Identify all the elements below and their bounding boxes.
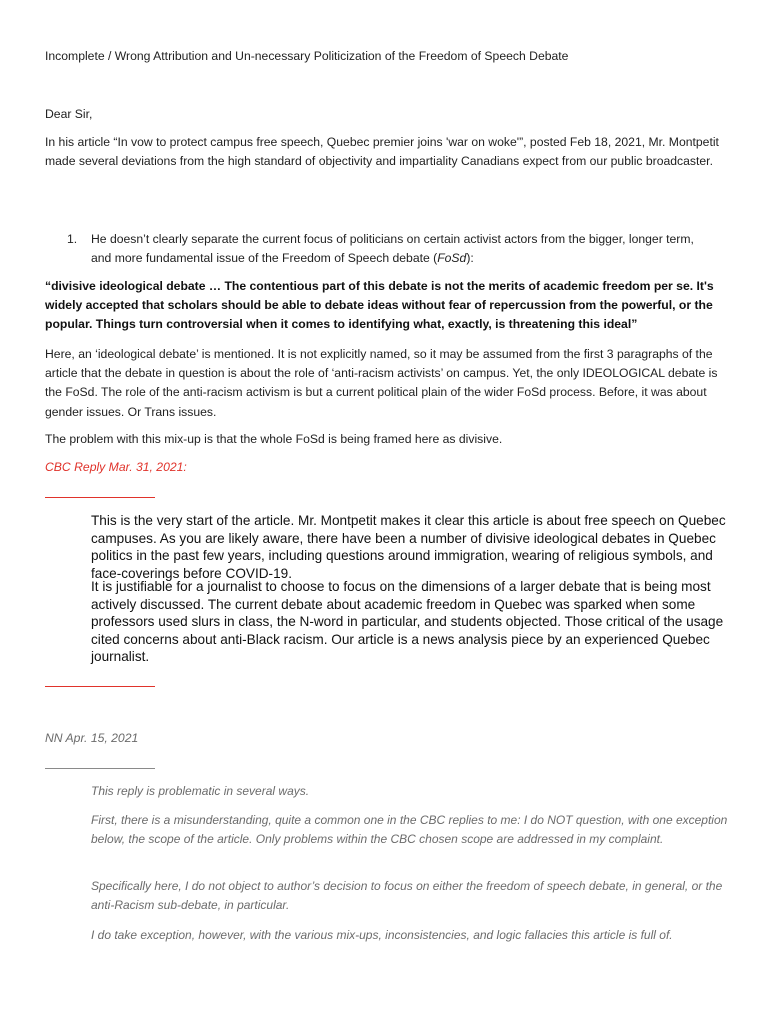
list-item-text-before: He doesn’t clearly separate the current focus of politicians on certain activist actors from the bigger, longer term, and more fundamental issue of the Freedom of Speech debate ( bbox=[91, 232, 694, 265]
salutation: Dear Sir, bbox=[45, 107, 93, 121]
cbc-reply-separator-bottom bbox=[45, 686, 155, 687]
list-item-text bbox=[91, 230, 711, 268]
nn-paragraph-3: Specifically here, I do not object to author’s decision to focus on either the freedom of speech debate, in general, or the anti-Racism sub-debate, in particular. bbox=[91, 879, 723, 912]
document-title: Incomplete / Wrong Attribution and Un-necessary Politicization of the Freedom of Speech Debate bbox=[45, 49, 569, 63]
cbc-reply-separator-top bbox=[45, 497, 155, 498]
nn-paragraph-2: First, there is a misunderstanding, quite a common one in the CBC replies to me: I do NOT question, with one exception below, the scope of the article. Only problems within the CBC chosen scope are addressed in my complaint. bbox=[91, 813, 728, 846]
nn-separator bbox=[45, 768, 155, 769]
paragraph-here: Here, an ‘ideological debate’ is mentioned. It is not explicitly named, so it may be assumed from the first 3 paragraphs of the article that the debate in question is about the role of ‘anti-racism activists’ on campus. Yet, the only IDEOLOGICAL debate is the FoSd. The role of the anti-racism activism is but a current political plain of the wider FoSd process. Before, it was about gender issues. Or Trans issues. bbox=[45, 347, 718, 419]
nn-heading: NN Apr. 15, 2021 bbox=[45, 731, 139, 745]
list-item-number: 1. bbox=[67, 232, 78, 246]
list-item-text-after: ): bbox=[466, 251, 474, 265]
intro-paragraph: In his article “In vow to protect campus free speech, Quebec premier joins 'war on woke'”, posted Feb 18, 2021, Mr. Montpetit made several deviations from the high standard of objectivity and impartiality Canadians expect from our public broadcaster. bbox=[45, 135, 719, 169]
list-item-abbr: FoSd bbox=[437, 251, 467, 265]
nn-paragraph-4: I do take exception, however, with the various mix-ups, inconsistencies, and logic fallacies this article is full of. bbox=[91, 928, 673, 942]
cbc-reply-paragraph-2: It is justifiable for a journalist to choose to focus on the dimensions of a larger debate that is being most actively discussed. The current debate about academic freedom in Quebec was sparked when some professors used slurs in class, the N-word in particular, and students objected. Those critical of the usage cited concerns about anti-Black racism. Our article is a news analysis piece by an experienced Quebec journalist. bbox=[91, 579, 724, 665]
paragraph-problem: The problem with this mix-up is that the whole FoSd is being framed here as divisive. bbox=[45, 432, 503, 446]
cbc-reply-heading: CBC Reply Mar. 31, 2021: bbox=[45, 460, 187, 474]
nn-paragraph-1: This reply is problematic in several ways. bbox=[91, 784, 310, 798]
article-quote: “divisive ideological debate … The contentious part of this debate is not the merits of academic freedom per se. It's widely accepted that scholars should be able to debate ideas without fear of repercussion from the powerful, or the popular. Things turn controversial when it comes to identifying what, exactly, is threatening this ideal” bbox=[45, 279, 714, 332]
cbc-reply-paragraph-1: This is the very start of the article. Mr. Montpetit makes it clear this article is about free speech on Quebec campuses. As you are likely aware, there have been a number of divisive ideological debates in Quebec politics in the past few years, including questions around immigration, wearing of religious symbols, and face-coverings before COVID-19. bbox=[91, 513, 726, 581]
